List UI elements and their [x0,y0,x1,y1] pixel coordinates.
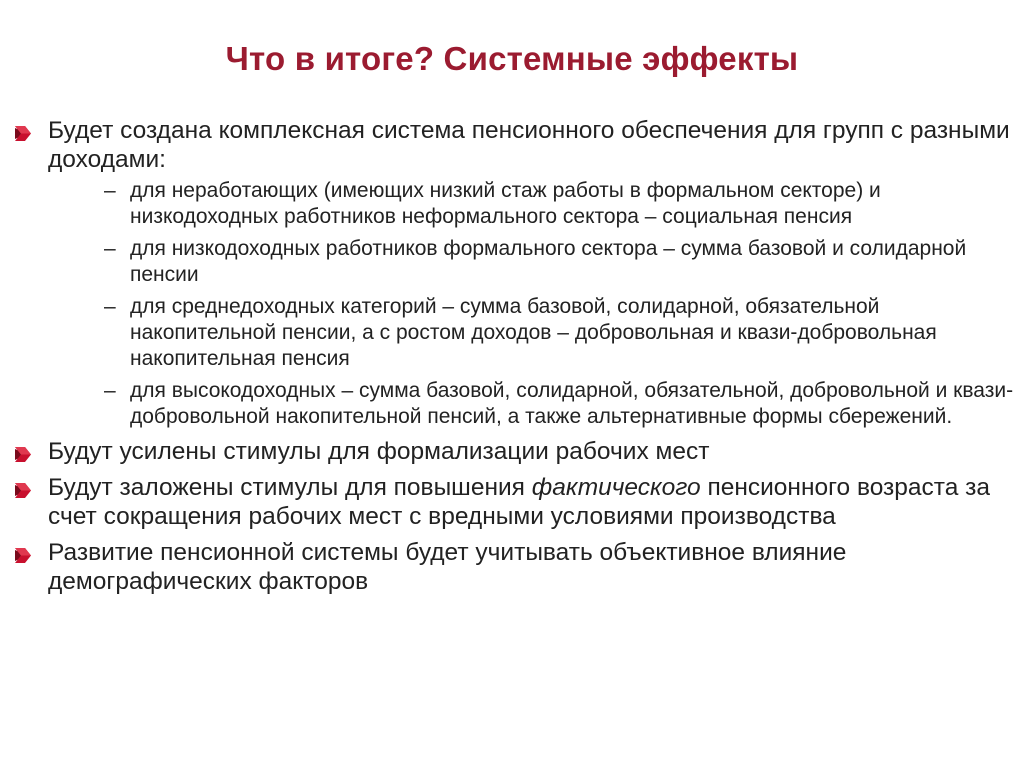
sub-item-nonworking [48,178,1019,230]
slide-title: Что в итоге? Системные эффекты [225,40,799,77]
bullet-item-retirement-age [14,473,1019,531]
dash-icon: – [104,179,116,202]
bullet-text: Будут усилены стимулы для формализации рабочих мест [48,438,710,465]
arrow-bullet-icon [14,446,32,463]
bullet-item-demographics [14,538,1019,596]
dash-icon: – [104,237,116,260]
arrow-bullet-icon [14,125,32,142]
sub-list [48,178,1019,430]
bullet-text: Будет создана комплексная система пенсионного обеспечения для групп с разными доходами: [48,117,1010,173]
sub-item-text: для неработающих (имеющих низкий стаж работы в формальном секторе) и низкодоходных работников неформального сектора – социальная пенсия [130,179,881,228]
dash-icon: – [104,295,116,318]
bullet-text-part: пенсионного возраста за счет сокращения рабочих мест с вредными условиями производства [48,474,991,530]
bullet-item-pension-system [14,116,1019,430]
bullet-text: Развитие пенсионной системы будет учитывать объективное влияние демографических факторов [48,539,847,595]
sub-item-text: для среднедоходных категорий – сумма базовой, солидарной, обязательной накопительной пенсии, а с ростом доходов – добровольная и квази-добровольная накопительная пенсия [130,295,937,370]
sub-item-middle-income [48,294,1019,372]
bullet-text-part: Будут заложены стимулы для повышения [48,474,532,501]
dash-icon: – [104,379,116,402]
slide-content [14,116,1019,603]
bullet-text-italic: фактического [531,474,701,501]
sub-item-high-income [48,378,1019,430]
sub-item-text: для высокодоходных – сумма базовой, солидарной, обязательной, добровольной и квази-добровольной накопительной пенсий, а также альтернативные формы сбережений. [130,379,1014,428]
arrow-bullet-icon [14,547,32,564]
sub-item-text: для низкодоходных работников формального сектора – сумма базовой и солидарной пенсии [130,237,967,286]
sub-item-low-income [48,236,1019,288]
bullet-item-formalization [14,437,1019,466]
arrow-bullet-icon [14,482,32,499]
